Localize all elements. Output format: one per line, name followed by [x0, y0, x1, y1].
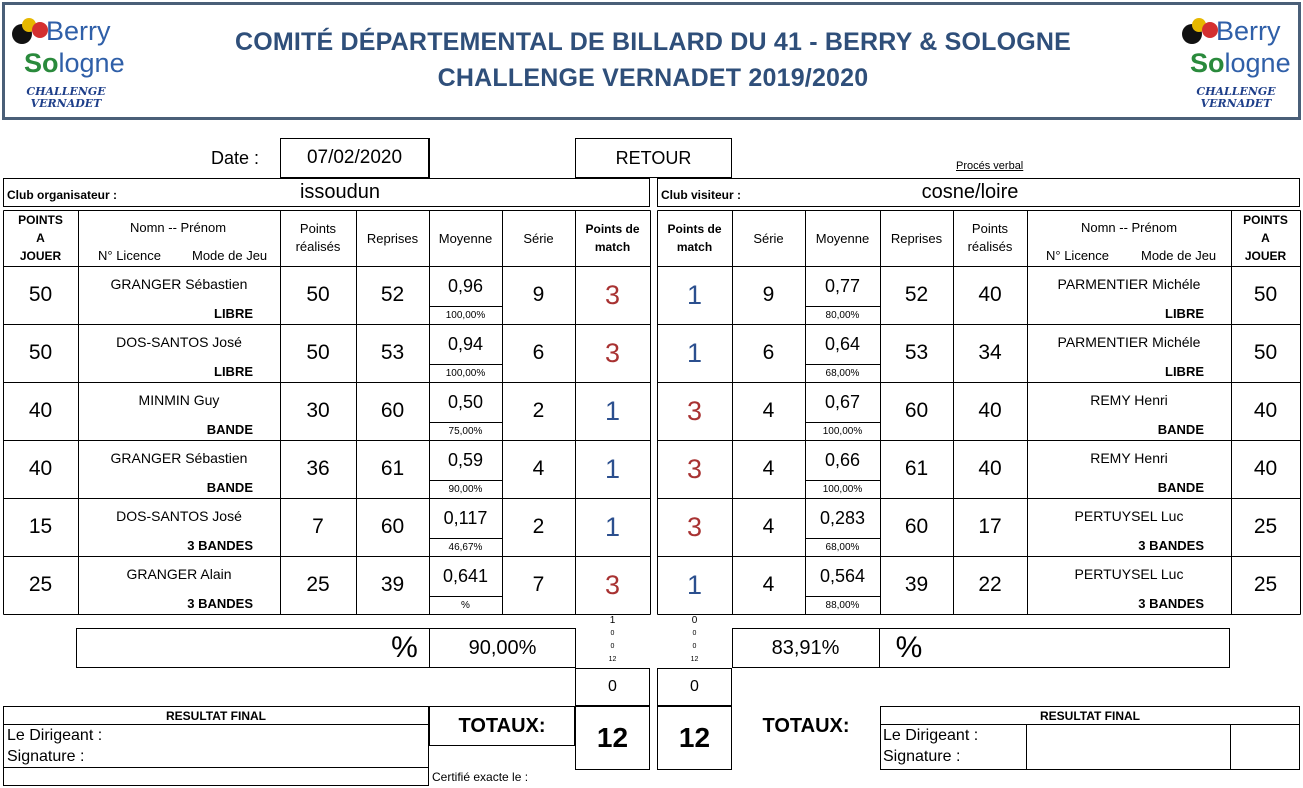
away-points-realises: 17: [978, 515, 1002, 538]
home-points-a-jouer: 25: [28, 573, 53, 596]
col-reprises-away: Reprises: [890, 230, 943, 246]
away-player-name: REMY Henri: [1090, 392, 1168, 408]
logo-word-sologne: Sologne: [24, 48, 125, 78]
home-points-realises: 50: [306, 341, 330, 364]
home-game-mode: 3 BANDES: [187, 538, 253, 553]
col-licence: N° Licence: [98, 248, 162, 263]
home-player-name: MINMIN Guy: [138, 392, 220, 408]
home-points-realises: 7: [312, 515, 324, 538]
away-moyenne: 0,283: [819, 507, 866, 528]
away-player-name: PERTUYSEL Luc: [1074, 508, 1184, 524]
logo-word-berry: Berry: [46, 16, 111, 46]
home-moyenne-percent: 100,00%: [445, 309, 486, 321]
col-moyenne-away: Moyenne: [815, 230, 870, 246]
away-game-mode: BANDE: [1157, 480, 1204, 495]
home-result-title: RESULTAT FINAL: [3, 707, 429, 725]
home-points-a-jouer: 40: [28, 457, 53, 480]
col-nom-prenom-away: Nomn -- Prénom: [1080, 220, 1178, 235]
away-player-name: PERTUYSEL Luc: [1074, 566, 1184, 582]
away-sig-divider: [1026, 725, 1027, 770]
home-club-name: issoudun: [299, 181, 381, 203]
home-points-match: 1: [604, 395, 621, 426]
home-points-match: 1: [604, 511, 621, 542]
home-points-a-jouer: 15: [28, 515, 53, 538]
home-moyenne: 0,117: [443, 507, 488, 528]
home-reprises: 60: [380, 399, 405, 422]
away-game-mode: BANDE: [1157, 422, 1204, 437]
col-moyenne: Moyenne: [438, 230, 493, 246]
home-game-mode: BANDE: [206, 422, 253, 437]
col-points-a-jouer-away: POINTS A JOUER: [1243, 213, 1288, 263]
away-points-a-jouer: 40: [1253, 457, 1278, 480]
away-moyenne: 0,67: [824, 391, 861, 412]
home-points-match: 1: [604, 453, 621, 484]
date-field: 07/02/2020: [280, 138, 430, 178]
col-points-realises: Points réalisés: [295, 221, 341, 254]
home-moyenne: 0,50: [447, 391, 484, 412]
home-game-mode: LIBRE: [214, 306, 253, 321]
away-moyenne: 0,77: [824, 275, 861, 296]
col-reprises: Reprises: [366, 230, 419, 246]
home-moyenne: 0,96: [447, 275, 484, 296]
home-serie: 4: [532, 457, 545, 480]
home-signature-label: Signature :: [7, 748, 85, 765]
away-moyenne-percent: 68,00%: [825, 541, 860, 553]
away-moyenne: 0,66: [824, 449, 861, 470]
page-subtitle: CHALLENGE VERNADET 2019/2020: [437, 64, 869, 92]
away-player-name: PARMENTIER Michéle: [1057, 276, 1201, 292]
home-reprises: 61: [380, 457, 405, 480]
away-average-total: 83,91%: [732, 628, 880, 668]
away-points-match: 1: [686, 337, 703, 368]
home-points-a-jouer: 50: [28, 341, 53, 364]
logo-word-berry: Berry: [1216, 16, 1281, 46]
home-tiny-counts: 1 0 0 12: [608, 615, 617, 663]
home-club-label: Club organisateur :: [7, 188, 118, 202]
home-dirigeant-label: Le Dirigeant :: [7, 727, 103, 744]
home-moyenne: 0,59: [447, 449, 484, 470]
away-serie: 4: [762, 399, 775, 422]
home-zero-cell: 0: [575, 668, 650, 706]
away-sig-divider: [1230, 725, 1231, 770]
away-points-match: 1: [686, 569, 703, 600]
away-total: 12: [657, 706, 732, 770]
away-points-realises: 34: [978, 341, 1002, 364]
away-game-mode: 3 BANDES: [1138, 596, 1204, 611]
col-serie-away: Série: [753, 230, 784, 246]
home-player-name: DOS-SANTOS José: [116, 334, 242, 350]
away-serie: 4: [762, 515, 775, 538]
home-moyenne-percent: 100,00%: [445, 367, 486, 379]
away-points-a-jouer: 25: [1253, 515, 1278, 538]
away-points-match: 1: [686, 279, 703, 310]
home-serie: 9: [532, 283, 545, 306]
home-reprises: 52: [380, 283, 405, 306]
home-points-realises: 30: [306, 399, 330, 422]
home-moyenne-percent: %: [461, 599, 470, 611]
away-moyenne-percent: 88,00%: [825, 599, 860, 611]
away-tiny-counts: 0 0 0 12: [690, 615, 699, 663]
totaux-home-label: TOTAUX:: [458, 714, 546, 737]
col-mode: Mode de Jeu: [192, 248, 268, 263]
home-reprises: 39: [380, 573, 405, 596]
logo-caption: CHALLENGE VERNADET: [26, 85, 106, 110]
home-points-a-jouer: 40: [28, 399, 53, 422]
home-average-total: 90,00%: [429, 628, 575, 668]
away-reprises: 61: [904, 457, 929, 480]
home-game-mode: BANDE: [206, 480, 253, 495]
home-serie: 6: [532, 341, 545, 364]
away-points-a-jouer: 50: [1253, 283, 1278, 306]
col-points-realises-away: Points réalisés: [967, 221, 1013, 254]
home-player-name: GRANGER Sébastien: [110, 450, 248, 466]
away-points-match: 3: [686, 395, 703, 426]
home-moyenne-percent: 75,00%: [448, 425, 483, 437]
away-serie: 4: [762, 457, 775, 480]
home-moyenne-percent: 46,67%: [448, 541, 483, 553]
totaux-away-label: TOTAUX:: [762, 714, 850, 737]
away-moyenne-percent: 100,00%: [822, 425, 863, 437]
home-game-mode: LIBRE: [214, 364, 253, 379]
home-reprises: 60: [380, 515, 405, 538]
away-points-realises: 22: [978, 573, 1002, 596]
home-serie: 2: [532, 399, 545, 422]
away-game-mode: 3 BANDES: [1138, 538, 1204, 553]
away-game-mode: LIBRE: [1165, 306, 1204, 321]
away-points-realises: 40: [978, 399, 1002, 422]
home-points-realises: 25: [306, 573, 330, 596]
away-club-name: cosne/loire: [921, 181, 1019, 203]
home-moyenne: 0,94: [447, 333, 484, 354]
away-points-realises: 40: [978, 283, 1002, 306]
home-player-name: GRANGER Alain: [126, 566, 232, 582]
pv-link[interactable]: Procés verbal: [956, 160, 1024, 172]
home-points-match: 3: [604, 279, 621, 310]
logo-caption: CHALLENGE VERNADET: [1196, 85, 1276, 110]
away-moyenne: 0,564: [819, 565, 866, 586]
leg-field: RETOUR: [575, 138, 732, 178]
logo-word-sologne: Sologne: [1190, 48, 1291, 78]
away-moyenne: 0,64: [824, 333, 861, 354]
home-signature-line: [3, 767, 429, 768]
home-player-name: DOS-SANTOS José: [116, 508, 242, 524]
home-percent-sign: %: [391, 631, 418, 664]
away-serie: 9: [762, 283, 775, 306]
away-moyenne-percent: 80,00%: [825, 309, 860, 321]
home-serie: 7: [532, 573, 545, 596]
home-moyenne-percent: 90,00%: [448, 483, 483, 495]
away-reprises: 52: [904, 283, 929, 306]
away-points-a-jouer: 25: [1253, 573, 1278, 596]
col-points-match: Points de match: [585, 222, 640, 254]
home-points-realises: 50: [306, 283, 330, 306]
away-reprises: 39: [904, 573, 929, 596]
away-dirigeant-label: Le Dirigeant :: [883, 727, 979, 744]
away-game-mode: LIBRE: [1165, 364, 1204, 379]
page-title: COMITÉ DÉPARTEMENTAL DE BILLARD DU 41 - BERRY & SOLOGNE: [234, 28, 1072, 56]
col-points-a-jouer: POINTS A JOUER: [18, 213, 63, 263]
home-points-realises: 36: [306, 457, 330, 480]
col-serie: Série: [523, 230, 554, 246]
home-total: 12: [575, 706, 650, 770]
away-serie: 4: [762, 573, 775, 596]
away-moyenne-percent: 100,00%: [822, 483, 863, 495]
away-points-realises: 40: [978, 457, 1002, 480]
home-player-name: GRANGER Sébastien: [110, 276, 248, 292]
col-nom-prenom: Nomn -- Prénom: [129, 220, 227, 235]
away-points-a-jouer: 50: [1253, 341, 1278, 364]
away-percent-sign: %: [895, 631, 923, 664]
col-licence-away: N° Licence: [1046, 248, 1110, 263]
away-reprises: 60: [904, 515, 929, 538]
away-reprises: 53: [904, 341, 929, 364]
away-player-name: PARMENTIER Michéle: [1057, 334, 1201, 350]
certifie-label: Certifié exacte le :: [432, 770, 529, 784]
home-points-match: 3: [604, 569, 621, 600]
away-signature-label: Signature :: [883, 748, 961, 765]
home-points-match: 3: [604, 337, 621, 368]
away-reprises: 60: [904, 399, 929, 422]
col-mode-away: Mode de Jeu: [1141, 248, 1217, 263]
home-points-a-jouer: 50: [28, 283, 53, 306]
col-points-match-away: Points de match: [667, 222, 722, 254]
away-points-match: 3: [686, 453, 703, 484]
away-player-name: REMY Henri: [1090, 450, 1168, 466]
away-zero-cell: 0: [657, 668, 732, 706]
home-moyenne: 0,641: [442, 565, 489, 586]
home-game-mode: 3 BANDES: [187, 596, 253, 611]
home-reprises: 53: [380, 341, 405, 364]
home-serie: 2: [532, 515, 545, 538]
away-points-a-jouer: 40: [1253, 399, 1278, 422]
away-serie: 6: [762, 341, 775, 364]
away-moyenne-percent: 68,00%: [825, 367, 860, 379]
away-points-match: 3: [686, 511, 703, 542]
date-label: Date :: [210, 147, 260, 168]
away-result-title: RESULTAT FINAL: [880, 707, 1300, 725]
away-club-label: Club visiteur :: [661, 188, 742, 202]
